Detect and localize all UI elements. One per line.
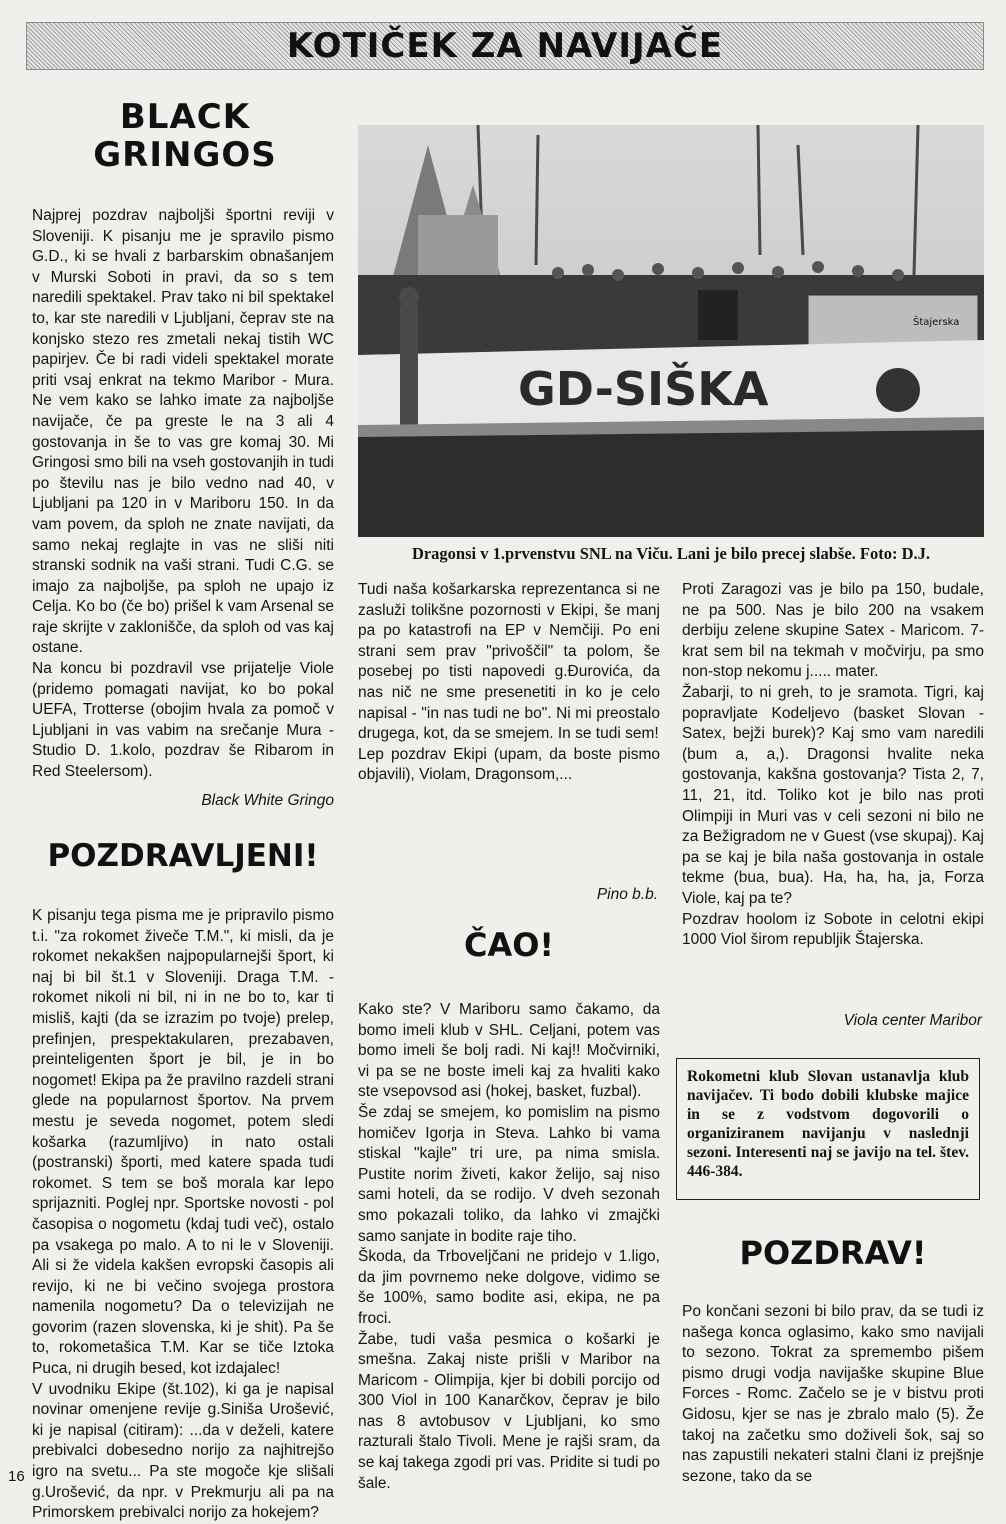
black-gringos-signature: Black White Gringo (201, 792, 334, 809)
paragraph: Škoda, da Trboveljčani ne pridejo v 1.ligo, da jim povrnemo neke dolgove, vidimo se še 100%, samo bodite asi, ekipa, ne pa froci. (358, 1248, 660, 1327)
banner-title: KOTIČEK ZA NAVIJAČE (286, 26, 724, 66)
black-gringos-article (32, 206, 334, 783)
cao-article-part2 (682, 580, 984, 951)
pozdravljeni-title: POZDRAVLJENI! (47, 838, 319, 874)
stadium-photo-illustration (358, 125, 984, 537)
cao-title: ČAO! (463, 926, 555, 964)
photo-flag-text: Štajerska (913, 317, 960, 328)
paragraph: Kako ste? V Mariboru samo čakamo, da bomo imeli klub v SHL. Celjani, potem vas bomo imeli še bolj radi. Ni kaj!! Močvirniki, vi pa se ne boste imeli kaj za hvaliti kako ste vsepovsod asi (hokej, basket, fuzbal). (358, 1001, 660, 1101)
paragraph: Po končani sezoni bi bilo prav, da se tudi iz našega konca oglasimo, kako smo navijali to sezono. Tokrat za spremembo pišem pismo drugi vodja navijaške skupine Blue Forces - Romc. Začelo se je v bistvu proti Gidosu, kjer se nas je zbralo malo (5). Že takoj na začetku smo doživeli šok, saj so nas zapustili nekateri stalni člani iz prejšnje sezone, tako da se (682, 1303, 984, 1485)
black-gringos-title: BLACK GRINGOS (93, 97, 277, 175)
paragraph: Še zdaj se smejem, ko pomislim na pismo homičev Igorja in Steva. Lahko bi vama stiskal "kajle" tri ure, pa nima smisla. Pustite norim živeti, kakor želijo, saj niso sami hoteli, da se rodijo. V dveh sezonah smo pokazali toliko, da lahko vi zmajčki samo sanjate in bodite raje tiho. (358, 1103, 660, 1245)
notice-box (676, 1058, 980, 1200)
paragraph: Na koncu bi pozdravil vse prijatelje Viole (pridemo pomagati navijat, ko bo pokal UEFA, Trotterse (obojim hvala za pomoč v Ljubljani in vas vabim na srečanje Mura - Studio D. 1.kolo, pozdrav še Ribarom in Red Steelersom). (32, 660, 334, 781)
paragraph: Lep pozdrav Ekipi (upam, da boste pismo objavili), Violam, Dragonsom,... (358, 745, 660, 784)
paragraph: V uvodniku Ekipe (št.102), ki ga je napisal novinar omenjene revije g.Siniša Urošević, ki je napisal (citiram): ...da v deželi, katere prebivalci dobesedno norijo za najhitrejšo igro na svetu... Pa ste mogoče kje slišali g.Urošević, da npr. v Prekmurju ali pa na Primorskem prebivalci norijo za hokejem? (32, 1380, 334, 1522)
notice-text: Rokometni klub Slovan ustanavlja klub navijačev. Ti bodo dobili klubske majice in se z vodstvom dogovorili o organiziranem navijanju v naslednji sezoni. Interesenti naj se javijo na tel. štev. 446-384. (687, 1068, 969, 1180)
paragraph: Proti Zaragozi vas je bilo pa 150, budale, ne pa 500. Nas je bilo 200 na vsakem derbiju zelene skupine Satex - Maricom. 7-krat sem bil na tekmah v močvirju, pa smo non-stop nekomu j..... mater. (682, 581, 984, 681)
photo-caption: Dragonsi v 1.prvenstvu SNL na Viču. Lani je bilo precej slabše. Foto: D.J. (411, 544, 931, 563)
cao-article-part1 (358, 1000, 660, 1492)
paragraph: Tudi naša košarkarska reprezentanca si ne zasluži tolikšne pozornosti v Ekipi, še manj pa po katastrofi na EP v Nemčiji. Po eni strani sem prav "privoščil" ta polom, še posebej po tisti napovedi g.Đurovića, da nas nič ne sme presenetiti in ko je celo napisal - "in nas tudi ne bo". Ni mi preostalo drugega, kot, da se smejem. In se tudi sem! (358, 581, 660, 743)
pozdravljeni-article-part2 (358, 580, 660, 786)
photo-banner-text: GD-SIŠKA (518, 362, 769, 416)
page-number: 16 (8, 1468, 25, 1485)
pozdravljeni-signature: Pino b.b. (596, 886, 658, 903)
cao-signature: Viola center Maribor (843, 1012, 982, 1029)
section-banner (26, 22, 984, 70)
pozdrav-title: POZDRAV! (739, 1234, 927, 1272)
paragraph: Pozdrav hoolom iz Sobote in celotni ekipi 1000 Viol širom republjik Štajerska. (682, 910, 984, 949)
pozdrav-article (682, 1302, 984, 1486)
paragraph: K pisanju tega pisma me je pripravilo pismo t.i. "za rokomet živeče T.M.", ki misli, da je rokomet nekakšen najpopularnejši šport, ki naj bi bil št.1 v Sloveniji. Draga T.M. - rokomet nikoli ni bil, ni in ne bo to, kar ti misliš, kajti (da se izrazim po tvoje) prelep, prefinjen, prespektakularen, prezabaven, preinteligenten šport je bil, je in bo nogomet! Ekipa pa že pravilno razdeli strani glede na popularnost športov. Na prvem mestu je seveda nogomet, potem sledi košarka (razumljivo) in nato ostali (postranski) športi, med katere spada tudi rokomet. S tem se boš morala kar lepo sprijazniti. Poglej npr. Sportske novosti - pol časopisa o nogometu (kdaj tudi več), ostalo pa vsakega po malo. A to ni le v Sloveniji. Ali si že videla kakšen evropski časopis ali revijo, ki ne bi večino svojega prostora namenila nogometu? Da o televizijah ne govorim (razen slovenska, ki je shit). Pa še to, rokometašica T.M. Kar se tiče Iztoka Puca, ni drugih besed, kot izdajalec! (32, 907, 334, 1378)
pozdravljeni-article-part1 (32, 906, 334, 1522)
paragraph: Žabarji, to ni greh, to je sramota. Tigri, kaj popravljate Kodeljevo (basket Slovan - Satex, bejži burek)? Kaj smo vam naredili (bum a, a,). Dragonsi hvalite neka gostovanja, kakšna gostovanja? Tista 2, 7, 11, 21, itd. Toliko kot je bilo nas proti Olimpiji in Muri vas v celi sezoni ni bilo ne za Bežigradom ne v Guest (vse skupaj). Kaj pa se kaj je bila naša gostovanja in ostale tekme (bua, bua). Ha, ha, ha, ja, Forza Viole, kaj pa te? (682, 683, 984, 907)
paragraph: Žabe, tudi vaša pesmica o košarki je smešna. Zakaj niste prišli v Maribor na Maricom - Olimpija, kjer bi dobili porcijo od 300 Viol in 100 Kanarčkov, čeprav je bilo nas 8 avtobusov v Ljubljani, ko smo razturali štalo Tivoli. Mene je rajši sram, da se kaj takega zgodi pri vas. Pridite si tudi po šale. (358, 1330, 660, 1492)
fans-photo (358, 125, 984, 537)
paragraph: Najprej pozdrav najboljši športni reviji v Sloveniji. K pisanju me je spravilo pismo G.D., ki se hvali z barbarskim obnašanjem v Murski Soboti in pravi, da so s tem naredili spektakel. Prav tako ni bil spektakel to, kar ste naredili v Ljubljani, čeprav ste na konjsko stezo res zmetali nekaj tistih WC papirjev. Če bi radi videli spektakel morate priti vsaj enkrat na tekmo Maribor - Mura. Ne vem kako se lahko imate za najboljše navijače, če pa greste le na 3 ali 4 gostovanja in še to vas gre komaj 30. Mi Gringosi smo bili na vseh gostovanjih in tudi po številu nas je bilo vedno nad 40, v Ljubljani pa 120 in v Mariboru 150. In da vam povem, da sploh ne znate navijati, da samo nekaj reglajte in vas ne sliši niti stranski sodnik na vaši strani. Tudi C.G. se imajo za najboljše, pa sploh ne upajo iz Celja. Ko bo (če bo) prišel k vam Arsenal se raje skrijte v zaklonišče, da sploh od vas kaj ostane. (32, 207, 334, 657)
